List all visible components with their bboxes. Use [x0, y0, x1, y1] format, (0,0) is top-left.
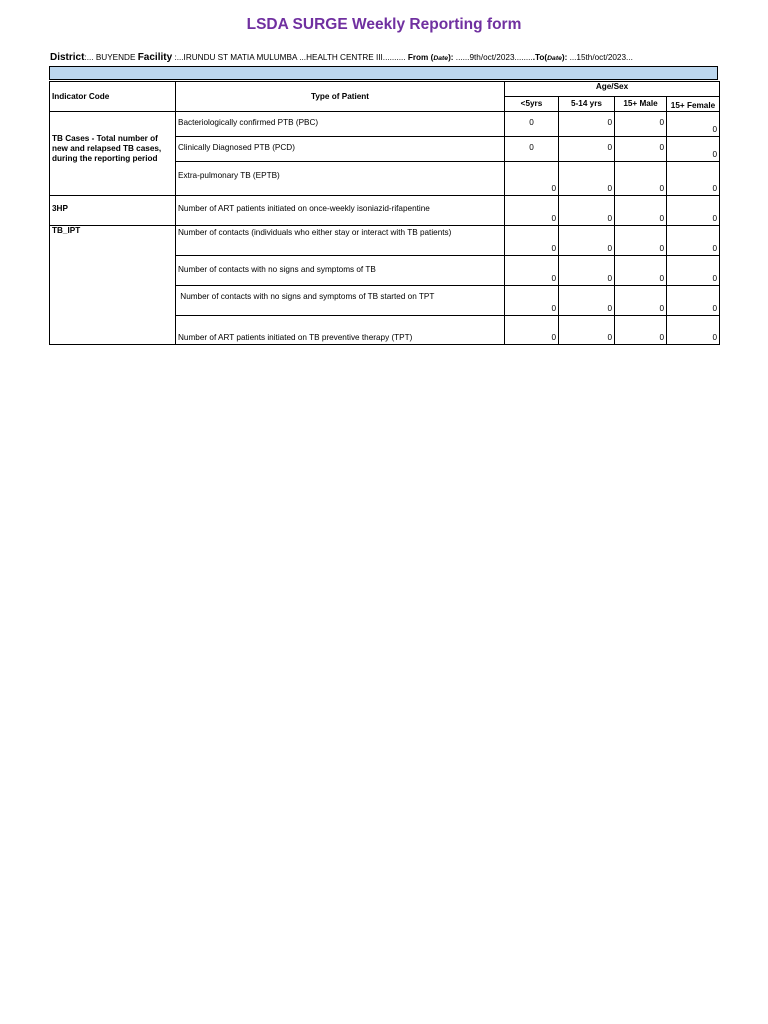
- form-header: [50, 52, 730, 63]
- age-col-15-female: 15+ Female: [667, 97, 720, 112]
- patient-type: Extra-pulmonary TB (EPTB): [176, 162, 505, 196]
- value-cell: 0: [615, 286, 667, 316]
- value-cell: 0: [615, 196, 667, 226]
- patient-type: Number of contacts with no signs and symptoms of TB: [176, 256, 505, 286]
- value-cell: 0: [505, 137, 559, 162]
- to-date-word: Date: [547, 55, 562, 62]
- age-col-15-male: 15+ Male: [615, 97, 667, 112]
- indicator-code-header: Indicator Code: [50, 82, 176, 112]
- from-label: From (: [407, 53, 434, 62]
- value-cell: 0: [667, 316, 720, 345]
- type-of-patient-header: Type of Patient: [176, 82, 505, 112]
- patient-type: Number of ART patients initiated on TB preventive therapy (TPT): [176, 316, 505, 345]
- patient-type: Bacteriologically confirmed PTB (PBC): [176, 112, 505, 137]
- value-cell: 0: [615, 316, 667, 345]
- from-date-word: Date: [433, 55, 449, 62]
- value-cell: 0: [505, 256, 559, 286]
- patient-type: Clinically Diagnosed PTB (PCD): [176, 137, 505, 162]
- to-close: ):: [561, 53, 568, 62]
- table-row: [50, 112, 720, 137]
- 3hp-indicator: 3HP: [50, 196, 176, 226]
- from-close: ):: [448, 53, 454, 62]
- to-label: .To(: [532, 53, 548, 62]
- value-cell: 0: [667, 112, 720, 137]
- value-cell: 0: [667, 162, 720, 196]
- value-cell: 0: [505, 226, 559, 256]
- value-cell: 0: [559, 137, 615, 162]
- value-cell: 0: [559, 316, 615, 345]
- age-sex-header: Age/Sex: [505, 82, 720, 97]
- patient-type: Number of contacts (individuals who either stay or interact with TB patients): [176, 226, 505, 256]
- to-value: ...15th/oct/2023...: [569, 53, 633, 62]
- facility-label: Facility: [137, 52, 173, 63]
- value-cell: 0: [559, 286, 615, 316]
- table-header-row: [50, 82, 720, 97]
- header-band: [49, 66, 718, 80]
- value-cell: 0: [667, 226, 720, 256]
- value-cell: 0: [667, 137, 720, 162]
- value-cell: 0: [615, 137, 667, 162]
- value-cell: 0: [505, 162, 559, 196]
- table-row: [50, 226, 720, 256]
- value-cell: 0: [615, 162, 667, 196]
- age-col-under5: <5yrs: [505, 97, 559, 112]
- value-cell: 0: [505, 316, 559, 345]
- district-value: :... BUYENDE: [84, 53, 136, 62]
- value-cell: 0: [505, 196, 559, 226]
- value-cell: 0: [667, 256, 720, 286]
- value-cell: 0: [615, 112, 667, 137]
- value-cell: 0: [559, 196, 615, 226]
- value-cell: 0: [667, 196, 720, 226]
- district-label: District: [50, 52, 85, 63]
- from-value: ......9th/oct/2023........: [455, 53, 533, 62]
- form-title: LSDA SURGE Weekly Reporting form: [246, 16, 522, 33]
- value-cell: 0: [505, 286, 559, 316]
- value-cell: 0: [667, 286, 720, 316]
- value-cell: 0: [615, 256, 667, 286]
- value-cell: 0: [615, 226, 667, 256]
- value-cell: 0: [559, 112, 615, 137]
- value-cell: 0: [559, 256, 615, 286]
- value-cell: 0: [505, 112, 559, 137]
- tb-ipt-indicator: TB_IPT: [50, 226, 176, 345]
- age-col-5-14: 5-14 yrs: [559, 97, 615, 112]
- tb-cases-indicator: TB Cases - Total number of new and relapsed TB cases, during the reporting period: [50, 112, 176, 196]
- table-row: [50, 196, 720, 226]
- facility-value: :...IRUNDU ST MATIA MULUMBA ...HEALTH CENTRE III..........: [174, 53, 406, 62]
- value-cell: 0: [559, 226, 615, 256]
- value-cell: 0: [559, 162, 615, 196]
- patient-type: Number of contacts with no signs and symptoms of TB started on TPT: [176, 286, 505, 316]
- patient-type: Number of ART patients initiated on once-weekly isoniazid-rifapentine: [176, 196, 505, 226]
- report-table: [49, 81, 720, 345]
